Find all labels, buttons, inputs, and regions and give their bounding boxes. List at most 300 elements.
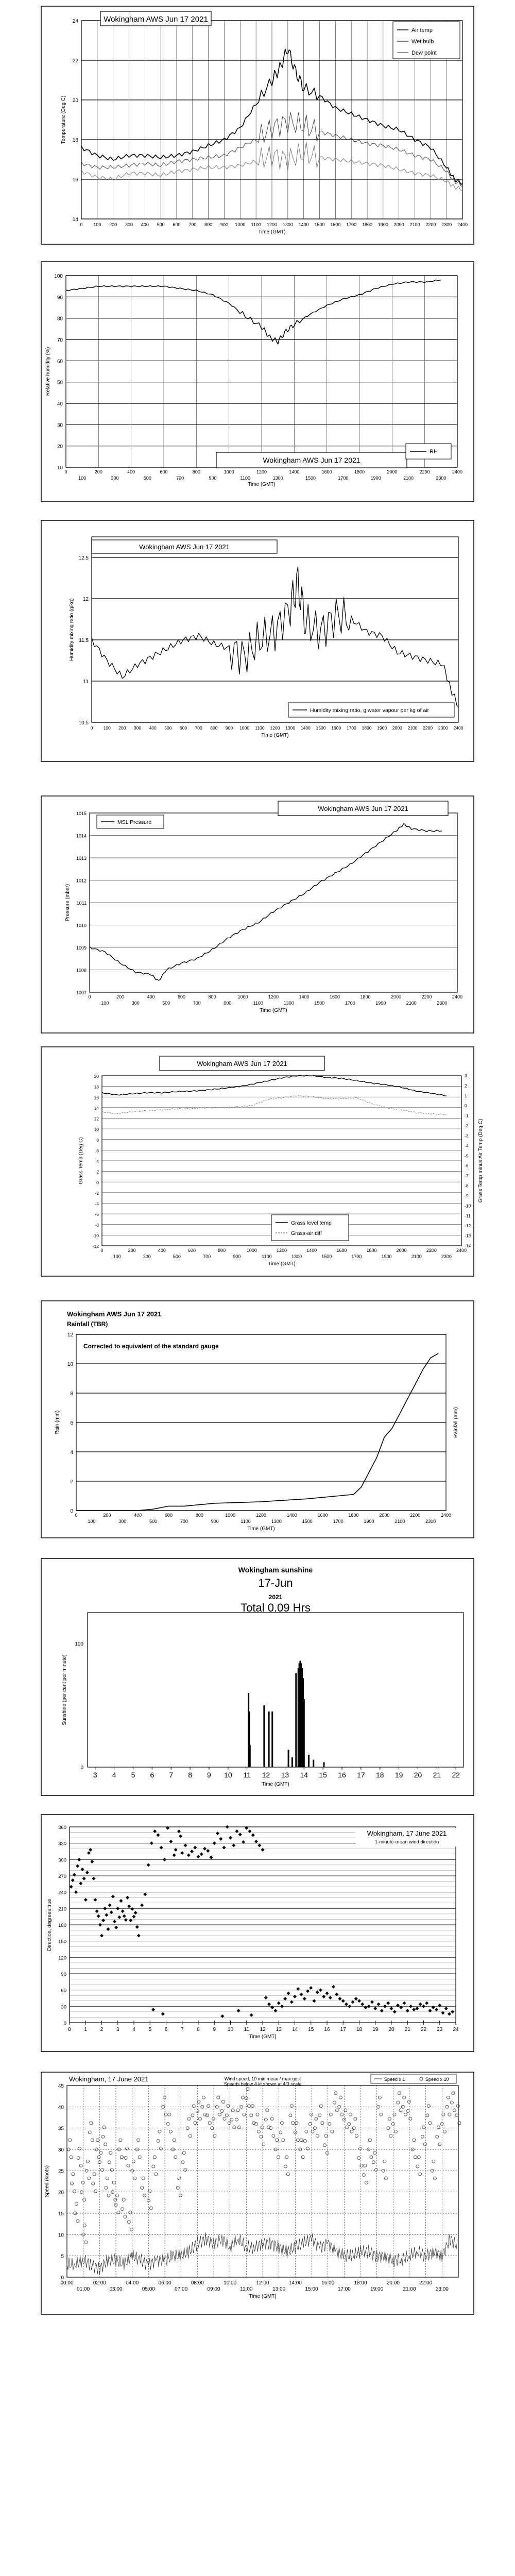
x-tick-label: 500 <box>157 222 165 227</box>
chart-title: Wokingham AWS Jun 17 2021 <box>197 1060 287 1067</box>
y-tick-label: 16 <box>94 1095 99 1100</box>
y-tick-label: 60 <box>61 1988 66 1994</box>
y-tick-label: 10 <box>58 2232 64 2239</box>
x-tick-label: 1500 <box>314 222 325 227</box>
chart-frame <box>41 1301 474 1538</box>
x-tick-label: 0 <box>90 725 93 731</box>
x-axis-label: Time (GMT) <box>249 2034 277 2040</box>
x-tick-label: 400 <box>141 222 149 227</box>
y2-tick-label: -4 <box>465 1143 469 1148</box>
x-tick-label: 7 <box>180 2027 184 2032</box>
legend-label: Speed x 10 <box>425 2077 449 2082</box>
y-tick-label: 120 <box>58 1955 66 1961</box>
y2-tick-label: -10 <box>465 1203 471 1209</box>
x-tick-label: 1000 <box>225 1513 236 1518</box>
y-axis-label: Temperature (Deg C) <box>61 95 66 144</box>
y-tick-label: 30 <box>57 422 63 429</box>
x-tick-label: 2300 <box>436 476 447 481</box>
sunshine-bar <box>323 1762 325 1767</box>
y-tick-label: 6 <box>70 1420 73 1426</box>
y-tick-label: 1007 <box>76 990 87 995</box>
x-tick-label: 20:00 <box>386 2280 400 2286</box>
chart-title: Wokingham, 17 June 2021 <box>367 1829 447 1837</box>
x-tick-label: 200 <box>128 1248 136 1253</box>
y-tick-label: 270 <box>58 1874 66 1879</box>
y-tick-label: 100 <box>75 1641 83 1647</box>
x-tick-label: 07:00 <box>175 2286 188 2292</box>
legend-label: Air temp <box>411 27 433 33</box>
x-tick-label: 800 <box>195 1513 203 1518</box>
x-axis-label: Time (GMT) <box>262 1782 289 1787</box>
x-tick-label: 11:00 <box>240 2286 253 2292</box>
y-tick-label: 18 <box>72 138 78 143</box>
x-tick-label: 0 <box>80 222 83 227</box>
y-tick-label: 30 <box>61 2004 66 2010</box>
x-axis-label: Time (GMT) <box>261 733 289 738</box>
x-tick-label: 2400 <box>457 222 468 227</box>
y-tick-label: 10.5 <box>78 720 89 726</box>
x-tick-label: 2100 <box>409 222 420 227</box>
x-tick-label: 600 <box>187 1248 196 1253</box>
y2-tick-label: -8 <box>465 1183 469 1189</box>
annotation: Corrected to equivalent of the standard gauge <box>83 1343 219 1350</box>
y2-tick-label: -14 <box>465 1243 471 1248</box>
chart-frame <box>41 1558 474 1795</box>
x-tick-label: 300 <box>131 1001 140 1006</box>
chart-subtitle: 1-minute-mean wind direction <box>374 1839 439 1845</box>
y-tick-label: 360 <box>58 1825 66 1831</box>
legend-label: Humidity mixing ratio, g water vapour per kg of air <box>310 707 430 714</box>
y2-tick-label: 1 <box>465 1093 467 1098</box>
x-tick-label: 10 <box>224 1771 232 1779</box>
y-tick-label: 45 <box>58 2083 64 2089</box>
x-tick-label: 04:00 <box>126 2280 139 2286</box>
legend-label: MSL Pressure <box>117 819 152 825</box>
x-tick-label: 1200 <box>276 1248 287 1253</box>
x-tick-label: 1100 <box>240 476 251 481</box>
x-tick-label: 1600 <box>331 725 341 731</box>
sunshine-bar <box>291 1757 293 1767</box>
x-tick-label: 21 <box>404 2027 410 2032</box>
y-axis-label: Relative humidity (%) <box>45 347 51 396</box>
y-tick-label: 35 <box>58 2126 64 2132</box>
x-tick-label: 6 <box>164 2027 168 2032</box>
x-tick-label: 21 <box>433 1771 441 1779</box>
x-tick-label: 700 <box>195 725 202 731</box>
x-tick-label: 2100 <box>407 725 418 731</box>
y-tick-label: 12.5 <box>78 555 89 561</box>
x-tick-label: 2300 <box>438 725 448 731</box>
y-tick-label: 12 <box>82 597 89 602</box>
x-tick-label: 900 <box>224 1001 232 1006</box>
y-tick-label: 16 <box>72 177 78 183</box>
x-tick-label: 10 <box>227 2027 234 2032</box>
x-tick-label: 1800 <box>354 469 365 474</box>
y-tick-label: 1011 <box>76 901 87 906</box>
y2-axis-label: Grass Temp minus Air Temp (Deg C) <box>478 1118 484 1203</box>
y-tick-label: 25 <box>58 2168 64 2175</box>
x-tick-label: 2200 <box>425 222 436 227</box>
chart-year: 2021 <box>268 1594 283 1601</box>
y2-tick-label: -7 <box>465 1173 469 1179</box>
x-tick-label: 2000 <box>392 725 402 731</box>
sunshine-total: Total 0.09 Hrs <box>241 1601 311 1614</box>
x-tick-label: 1700 <box>346 222 357 227</box>
y-tick-label: 20 <box>58 2190 64 2196</box>
y-axis-label: Rain (mm) <box>55 1410 60 1435</box>
x-tick-label: 1100 <box>262 1254 272 1259</box>
x-tick-label: 18:00 <box>354 2280 367 2286</box>
x-tick-label: 300 <box>143 1254 151 1259</box>
x-tick-label: 2000 <box>396 1248 407 1253</box>
chart-frame <box>41 1815 474 2052</box>
x-tick-label: 1000 <box>246 1248 257 1253</box>
x-tick-label: 5 <box>131 1771 135 1779</box>
y-tick-label: 5 <box>61 2253 64 2260</box>
legend <box>271 1215 349 1241</box>
x-tick-label: 19 <box>394 1771 403 1779</box>
y-tick-label: 70 <box>57 337 63 343</box>
y-axis-label: Pressure (mbar) <box>65 884 71 922</box>
x-tick-label: 1400 <box>286 1513 297 1518</box>
x-tick-label: 100 <box>103 725 111 731</box>
x-tick-label: 900 <box>233 1254 241 1259</box>
x-tick-label: 20 <box>414 1771 422 1779</box>
x-tick-label: 6 <box>150 1771 154 1779</box>
y-tick-label: 18 <box>94 1084 99 1090</box>
x-tick-label: 13 <box>281 1771 289 1779</box>
legend-label: RH <box>430 449 438 455</box>
x-tick-label: 100 <box>113 1254 121 1259</box>
x-tick-label: 2200 <box>421 994 432 999</box>
chart-frame <box>41 1047 474 1276</box>
y-axis-label: Speed (knots) <box>44 2165 50 2198</box>
x-tick-label: 23 <box>437 2027 443 2032</box>
chart-title: Wokingham sunshine <box>238 1566 313 1574</box>
y-tick-label: 1015 <box>76 811 87 816</box>
x-tick-label: 24 <box>453 2027 459 2032</box>
x-tick-label: 1400 <box>289 469 300 474</box>
x-axis-label: Time (GMT) <box>268 1261 296 1267</box>
x-tick-label: 1900 <box>364 1519 374 1524</box>
x-tick-label: 600 <box>164 1513 173 1518</box>
x-tick-label: 00:00 <box>60 2280 74 2286</box>
y-tick-label: 150 <box>58 1939 66 1945</box>
x-tick-label: 18 <box>356 2027 363 2032</box>
x-tick-label: 13:00 <box>272 2286 286 2292</box>
x-tick-label: 1900 <box>377 725 387 731</box>
x-tick-label: 300 <box>125 222 133 227</box>
legend-label: Wet bulb <box>411 39 434 45</box>
x-tick-label: 1600 <box>321 469 332 474</box>
x-tick-label: 4 <box>132 2027 135 2032</box>
y-tick-label: 11 <box>83 679 89 685</box>
x-tick-label: 1800 <box>362 725 372 731</box>
y-tick-label: -12 <box>92 1244 99 1249</box>
x-axis-label: Time (GMT) <box>258 229 286 235</box>
chart-subtitle-2: Speeds below 4 kt shown at 4/3 scale <box>224 2081 302 2087</box>
y2-tick-label: 0 <box>465 1103 467 1109</box>
x-tick-label: 2300 <box>441 222 452 227</box>
x-tick-label: 2300 <box>437 1001 448 1006</box>
x-tick-label: 400 <box>149 725 157 731</box>
sunshine-bar <box>263 1705 265 1767</box>
x-tick-label: 0 <box>75 1513 78 1518</box>
sunshine-bar <box>295 1673 297 1767</box>
x-tick-label: 2400 <box>452 994 463 999</box>
x-tick-label: 500 <box>173 1254 181 1259</box>
x-tick-label: 14 <box>291 2027 298 2032</box>
x-tick-label: 2100 <box>403 476 414 481</box>
x-tick-label: 1400 <box>300 725 311 731</box>
y-tick-label: 8 <box>96 1137 99 1143</box>
y-axis-label: Grass Temp (Deg C) <box>78 1137 84 1184</box>
x-tick-label: 1800 <box>360 994 371 999</box>
x-tick-label: 1700 <box>351 1254 362 1259</box>
x-tick-label: 03:00 <box>109 2286 123 2292</box>
x-tick-label: 400 <box>147 994 155 999</box>
x-tick-label: 23:00 <box>435 2286 449 2292</box>
x-tick-label: 01:00 <box>77 2286 90 2292</box>
x-tick-label: 21:00 <box>403 2286 416 2292</box>
x-tick-label: 300 <box>133 725 142 731</box>
sunshine-bar <box>249 1745 251 1767</box>
x-tick-label: 12 <box>260 2027 266 2032</box>
sunshine-bar <box>308 1755 310 1767</box>
x-tick-label: 17 <box>340 2027 346 2032</box>
x-tick-label: 22 <box>452 1771 460 1779</box>
y-tick-label: 20 <box>72 98 78 104</box>
chart-title: Wokingham AWS Jun 17 2021 <box>139 543 230 551</box>
x-tick-label: 1200 <box>255 1513 267 1518</box>
x-tick-label: 500 <box>143 476 151 481</box>
x-tick-label: 3 <box>116 2027 119 2032</box>
y-tick-label: 300 <box>58 1857 66 1863</box>
x-tick-label: 100 <box>101 1001 109 1006</box>
y-tick-label: -2 <box>95 1190 99 1196</box>
y-tick-label: 60 <box>57 359 63 365</box>
x-tick-label: 2000 <box>393 222 404 227</box>
x-tick-label: 1200 <box>270 725 280 731</box>
y-tick-label: -8 <box>95 1222 99 1228</box>
x-tick-label: 19 <box>372 2027 379 2032</box>
x-tick-label: 0 <box>100 1248 104 1253</box>
x-tick-label: 19:00 <box>370 2286 384 2292</box>
y-tick-label: 1008 <box>76 968 87 973</box>
x-tick-label: 600 <box>177 994 186 999</box>
x-tick-label: 7 <box>169 1771 174 1779</box>
x-tick-label: 1800 <box>366 1248 377 1253</box>
x-tick-label: 700 <box>193 1001 201 1006</box>
chart-title: Wokingham AWS Jun 17 2021 <box>104 15 208 24</box>
x-tick-label: 500 <box>149 1519 158 1524</box>
x-tick-label: 1600 <box>330 222 341 227</box>
y2-tick-label: -3 <box>465 1133 469 1139</box>
x-tick-label: 1500 <box>321 1254 332 1259</box>
x-tick-label: 1300 <box>291 1254 302 1259</box>
x-tick-label: 400 <box>134 1513 142 1518</box>
y-tick-label: 1009 <box>76 945 87 951</box>
sunshine-bar <box>313 1760 314 1767</box>
x-tick-label: 1200 <box>266 222 278 227</box>
x-tick-label: 1000 <box>237 994 248 999</box>
x-tick-label: 700 <box>203 1254 211 1259</box>
y-tick-label: 12 <box>67 1332 73 1338</box>
x-tick-label: 200 <box>103 1513 111 1518</box>
chart-frame <box>41 2072 474 2314</box>
x-tick-label: 1100 <box>241 1519 251 1524</box>
y-tick-label: 24 <box>72 19 78 24</box>
x-tick-label: 11 <box>243 1771 251 1779</box>
x-tick-label: 800 <box>208 994 216 999</box>
y-tick-label: 11.5 <box>79 638 89 643</box>
x-tick-label: 1600 <box>336 1248 347 1253</box>
x-tick-label: 17:00 <box>337 2286 351 2292</box>
x-tick-label: 1800 <box>362 222 373 227</box>
y-tick-label: 14 <box>94 1105 99 1111</box>
x-tick-label: 15 <box>319 1771 327 1779</box>
x-tick-label: 0 <box>64 469 67 474</box>
y-tick-label: -6 <box>95 1212 99 1217</box>
x-tick-label: 1300 <box>283 1001 294 1006</box>
x-tick-label: 12 <box>262 1771 270 1779</box>
y-tick-label: 0 <box>70 1509 73 1514</box>
x-tick-label: 1700 <box>338 476 349 481</box>
sunshine-bar <box>288 1750 289 1767</box>
y-tick-label: 240 <box>58 1890 66 1896</box>
x-tick-label: 900 <box>220 222 229 227</box>
y2-tick-label: -11 <box>465 1213 471 1218</box>
x-tick-label: 200 <box>116 994 125 999</box>
chart-title: Wokingham, 17 June 2021 <box>69 2075 149 2083</box>
x-tick-label: 1300 <box>271 1519 282 1524</box>
x-tick-label: 1500 <box>302 1519 313 1524</box>
y-tick-label: 90 <box>57 295 63 301</box>
y-tick-label: 2 <box>70 1479 73 1485</box>
x-tick-label: 600 <box>160 469 168 474</box>
x-tick-label: 300 <box>118 1519 127 1524</box>
y-tick-label: 0 <box>61 2275 64 2281</box>
x-tick-label: 2000 <box>379 1513 390 1518</box>
x-tick-label: 1600 <box>317 1513 328 1518</box>
x-tick-label: 12:00 <box>256 2280 269 2286</box>
x-tick-label: 9 <box>213 2027 216 2032</box>
x-axis-label: Time (GMT) <box>247 1526 275 1532</box>
x-tick-label: 1900 <box>377 222 388 227</box>
x-tick-label: 22:00 <box>419 2280 433 2286</box>
x-tick-label: 16:00 <box>321 2280 335 2286</box>
y-tick-label: 0 <box>96 1180 99 1185</box>
x-tick-label: 11 <box>244 2027 249 2032</box>
x-tick-label: 200 <box>118 725 126 731</box>
x-tick-label: 500 <box>162 1001 170 1006</box>
chart-subtitle: 17-Jun <box>258 1577 293 1589</box>
sunshine-bar <box>271 1711 273 1767</box>
x-tick-label: 300 <box>111 476 119 481</box>
x-tick-label: 600 <box>173 222 181 227</box>
x-tick-label: 1200 <box>256 469 267 474</box>
x-tick-label: 16 <box>324 2027 330 2032</box>
x-tick-label: 800 <box>210 725 218 731</box>
x-tick-label: 2200 <box>419 469 430 474</box>
sunshine-bar <box>303 1699 305 1767</box>
x-tick-label: 15:00 <box>305 2286 318 2292</box>
y-tick-label: 1010 <box>76 923 87 928</box>
x-tick-label: 10:00 <box>224 2280 237 2286</box>
y-tick-label: 1014 <box>76 833 87 839</box>
x-tick-label: 1200 <box>268 994 279 999</box>
y-tick-label: 1012 <box>76 878 87 884</box>
y2-tick-label: -13 <box>465 1233 471 1239</box>
y-tick-label: 0 <box>63 2021 66 2026</box>
x-tick-label: 1100 <box>253 1001 263 1006</box>
x-tick-label: 17 <box>357 1771 365 1779</box>
y-tick-label: 15 <box>58 2211 64 2217</box>
x-tick-label: 2100 <box>394 1519 405 1524</box>
x-tick-label: 1700 <box>333 1519 344 1524</box>
y-tick-label: 30 <box>58 2147 64 2153</box>
y-tick-label: 330 <box>58 1841 66 1847</box>
y-tick-label: 14 <box>72 217 78 223</box>
y-tick-label: 6 <box>96 1148 99 1154</box>
x-tick-label: 1 <box>84 2027 88 2032</box>
y-tick-label: 20 <box>94 1074 99 1079</box>
y-tick-label: 0 <box>80 1765 83 1771</box>
y-tick-label: 10 <box>57 465 63 471</box>
legend-label: Grass level temp <box>291 1220 332 1226</box>
x-tick-label: 100 <box>78 476 87 481</box>
x-tick-label: 800 <box>192 469 200 474</box>
x-tick-label: 08:00 <box>191 2280 204 2286</box>
chart-title: Wokingham AWS Jun 17 2021 <box>263 456 360 464</box>
x-tick-label: 1000 <box>224 469 234 474</box>
y-tick-label: 210 <box>58 1906 66 1912</box>
x-tick-label: 700 <box>188 222 197 227</box>
x-tick-label: 1500 <box>305 476 316 481</box>
y-tick-label: 50 <box>57 380 63 386</box>
x-tick-label: 800 <box>204 222 213 227</box>
x-axis-label: Time (GMT) <box>260 1008 287 1013</box>
x-tick-label: 2300 <box>441 1254 452 1259</box>
y-tick-label: 20 <box>57 444 63 450</box>
x-tick-label: 1300 <box>282 222 293 227</box>
x-tick-label: 2000 <box>390 994 402 999</box>
x-tick-label: 02:00 <box>93 2280 106 2286</box>
x-tick-label: 1800 <box>348 1513 359 1518</box>
x-tick-label: 1400 <box>299 994 310 999</box>
y-tick-label: -10 <box>92 1233 99 1239</box>
y2-tick-label: 3 <box>465 1073 467 1078</box>
y-axis-label: Direction, degrees true <box>47 1899 53 1951</box>
legend-label: Speed x 1 <box>384 2077 405 2082</box>
x-tick-label: 5 <box>148 2027 152 2032</box>
y-tick-label: 1013 <box>76 856 87 861</box>
y-tick-label: 10 <box>94 1127 99 1132</box>
x-tick-label: 20 <box>388 2027 394 2032</box>
x-tick-label: 1900 <box>375 1001 386 1006</box>
x-tick-label: 8 <box>197 2027 200 2032</box>
x-tick-label: 800 <box>218 1248 226 1253</box>
x-tick-label: 2400 <box>452 469 463 474</box>
x-tick-label: 09:00 <box>207 2286 220 2292</box>
y-tick-label: 2 <box>96 1169 99 1175</box>
x-tick-label: 1700 <box>346 725 356 731</box>
chart-subtitle: Wind speed, 10 min mean / max gust <box>224 2076 301 2081</box>
x-tick-label: 4 <box>112 1771 116 1779</box>
x-tick-label: 2200 <box>426 1248 437 1253</box>
x-tick-label: 2100 <box>411 1254 422 1259</box>
x-tick-label: 18 <box>375 1771 384 1779</box>
